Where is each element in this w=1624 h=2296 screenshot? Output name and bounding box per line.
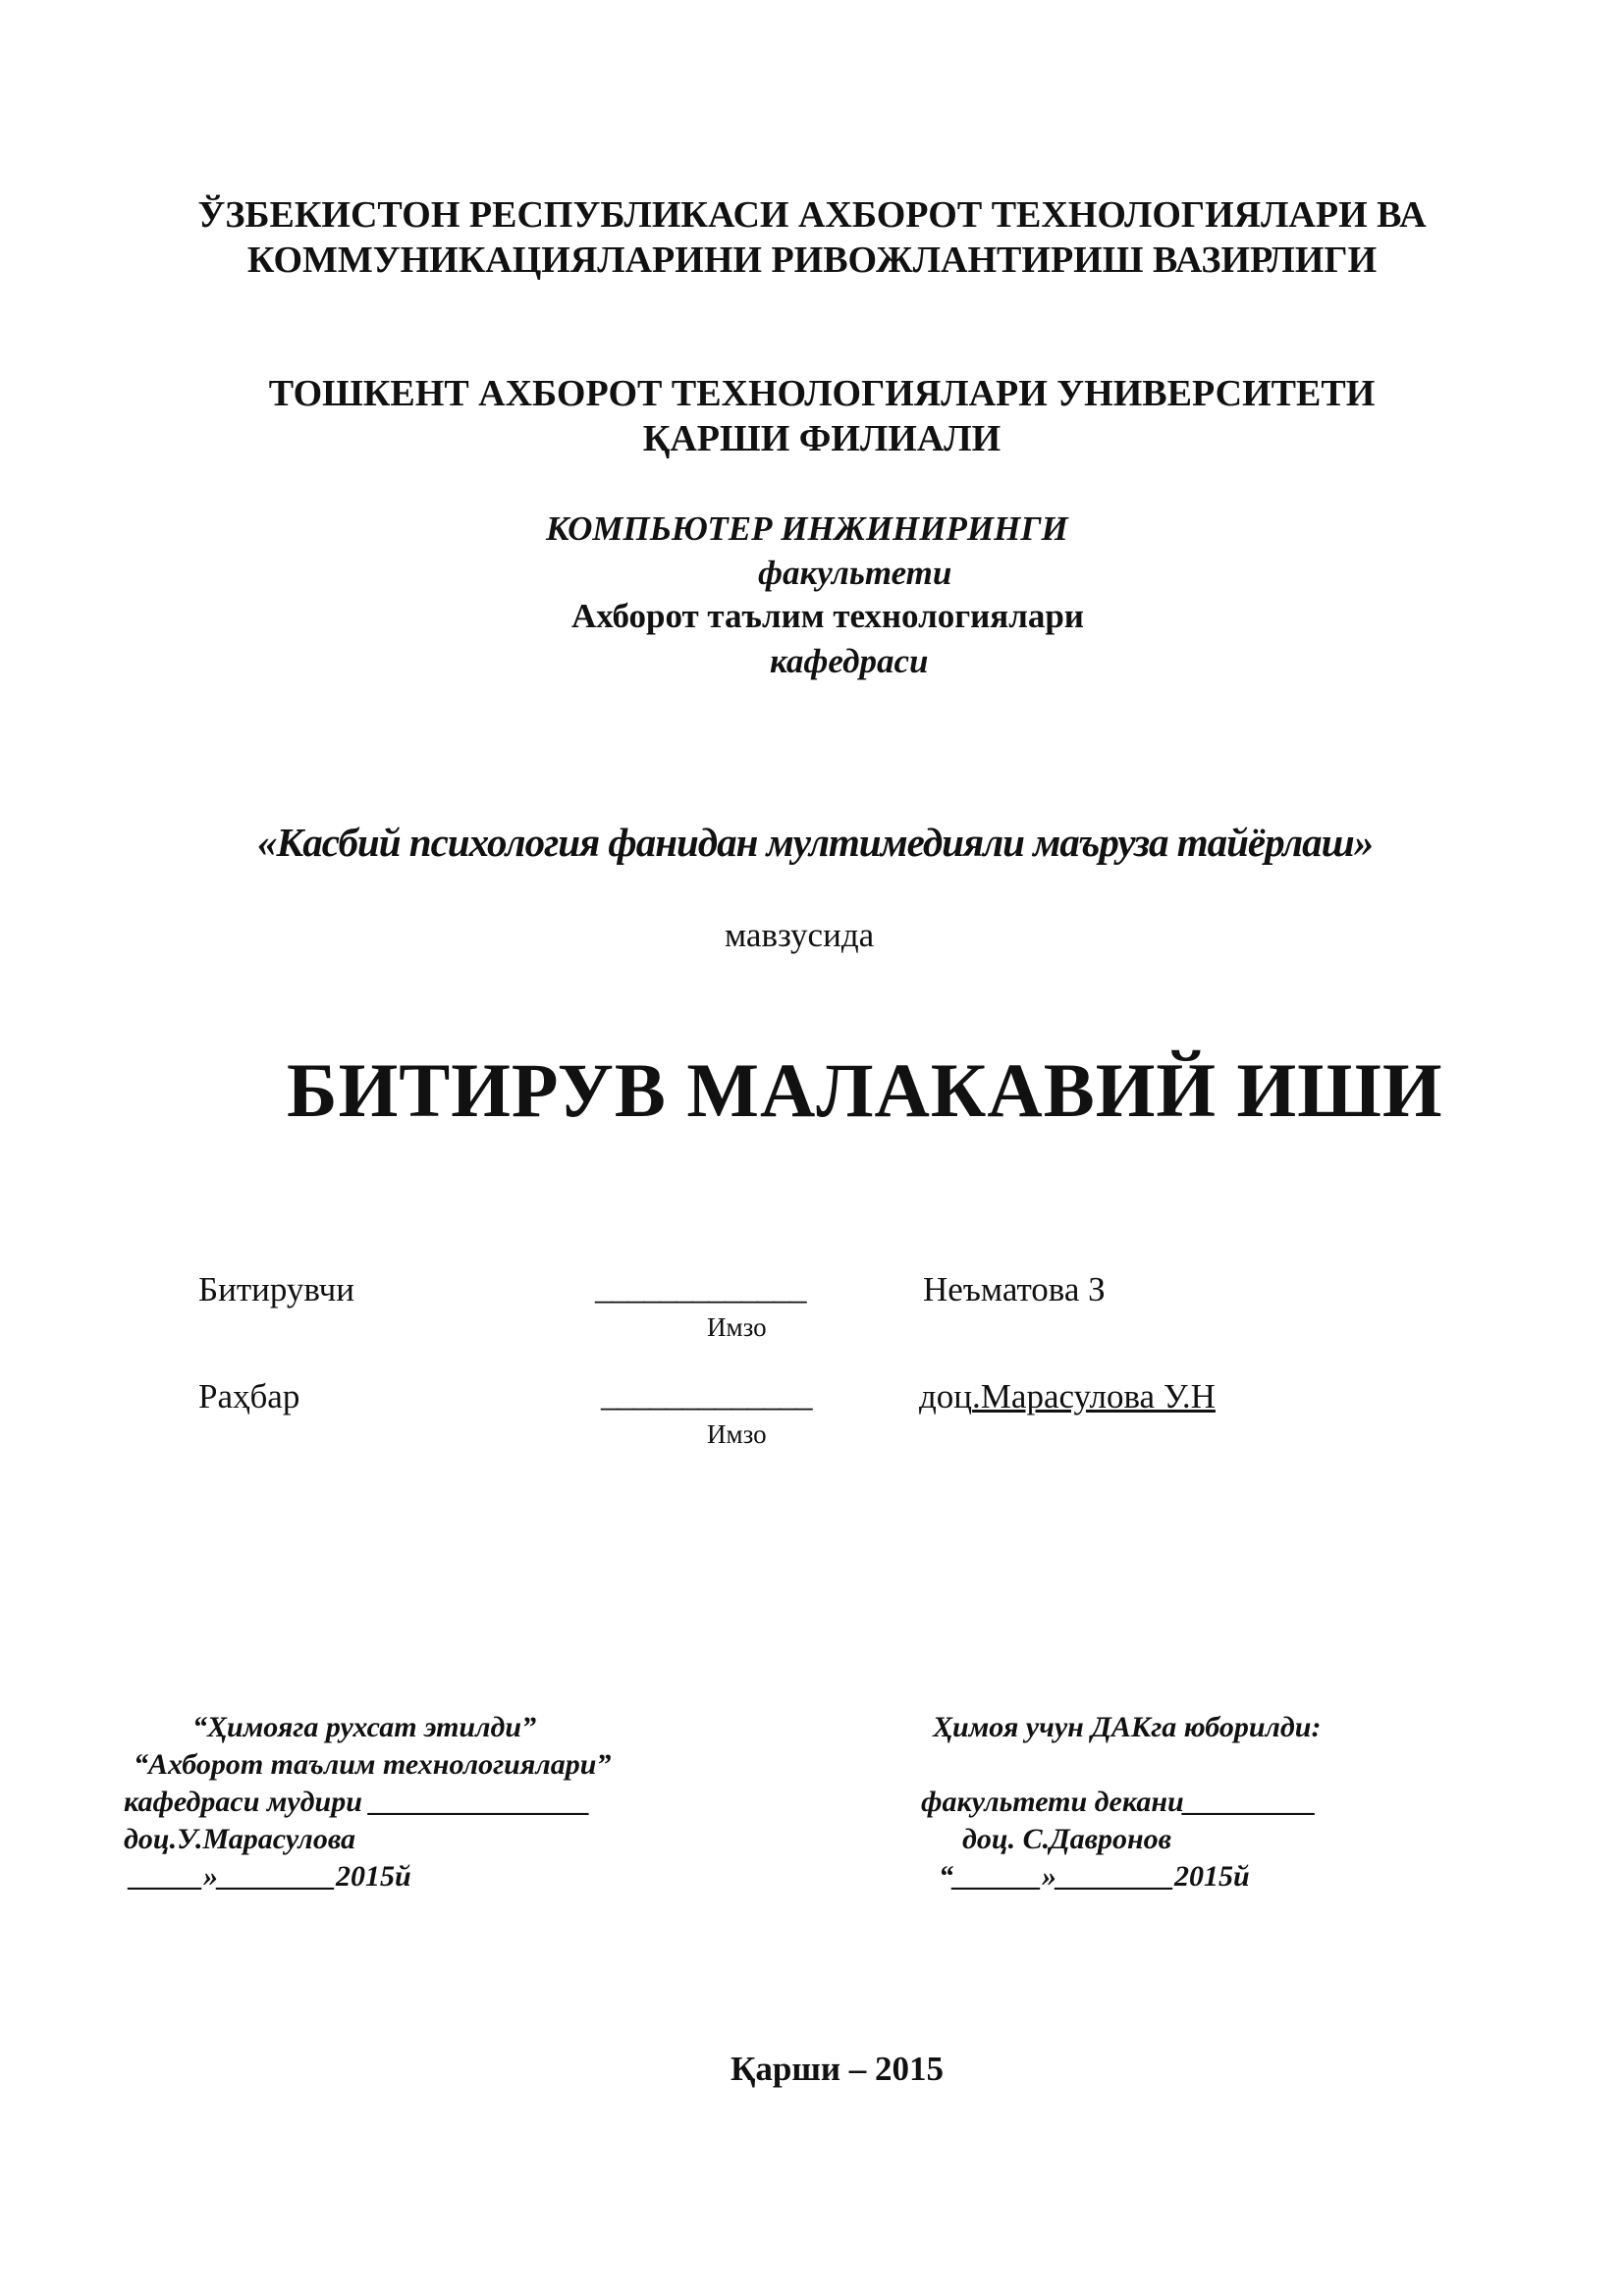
student-signature-line: _____________ (595, 1268, 806, 1307)
supervisor-name (919, 1377, 1216, 1416)
university-line-1: ТОШКЕНТ АХБОРОТ ТЕХНОЛОГИЯЛАРИ УНИВЕРСИТЕТИ (268, 373, 1376, 414)
supervisor-signature-line: _____________ (601, 1375, 812, 1414)
student-imzo-caption: Имзо (707, 1312, 767, 1342)
approval-left-line-4: доц.У.Марасулова (124, 1823, 356, 1855)
faculty-name: КОМПЬЮТЕР ИНЖИНИРИНГИ (546, 509, 1068, 548)
ministry-line-1: ЎЗБЕКИСТОН РЕСПУБЛИКАСИ АХБОРОТ ТЕХНОЛОГИЯЛАРИ ВА (197, 194, 1427, 236)
student-label: Битирувчи (198, 1270, 354, 1308)
city-year: Қарши – 2015 (731, 2050, 945, 2088)
approval-left-line-3: кафедраси мудири _______________ (124, 1786, 591, 1818)
approval-left-line-2: “Ахборот таълим технологиялари” (134, 1748, 612, 1781)
work-title: БИТИРУВ МАЛАКАВИЙ ИШИ (287, 1047, 1443, 1133)
supervisor-imzo-caption: Имзо (707, 1419, 767, 1449)
approval-left-line-5: _____»________2015й (130, 1860, 411, 1893)
approval-right-line-3: доц. С.Давронов (962, 1823, 1172, 1855)
supervisor-title: доц (919, 1377, 973, 1415)
approval-right-line-1: Ҳимоя учун ДАКга юборилди: (933, 1711, 1322, 1743)
supervisor-fullname: .Марасулова У.Н (972, 1377, 1216, 1415)
department-word: кафедраси (770, 642, 929, 680)
topic-subtitle: мавзусида (725, 916, 875, 954)
university-line-2: ҚАРШИ ФИЛИАЛИ (642, 418, 1001, 459)
topic-title: «Касбий психология фанидан мултимедияли маъруза тайёрлаш» (257, 820, 1374, 865)
ministry-line-2: КОММУНИКАЦИЯЛАРИНИ РИВОЖЛАНТИРИШ ВАЗИРЛИГИ (246, 240, 1378, 281)
department-name: Ахборот таълим технологиялари (571, 597, 1084, 635)
approval-right-line-4: “______»________2015й (939, 1860, 1250, 1893)
approval-left-line-1: “Ҳимояга рухсат этилди” (192, 1711, 537, 1743)
faculty-word: факультети (758, 554, 952, 592)
approval-right-line-2: факультети декани_________ (921, 1786, 1317, 1818)
supervisor-label: Раҳбар (198, 1377, 300, 1415)
student-name: Неъматова З (923, 1270, 1106, 1308)
